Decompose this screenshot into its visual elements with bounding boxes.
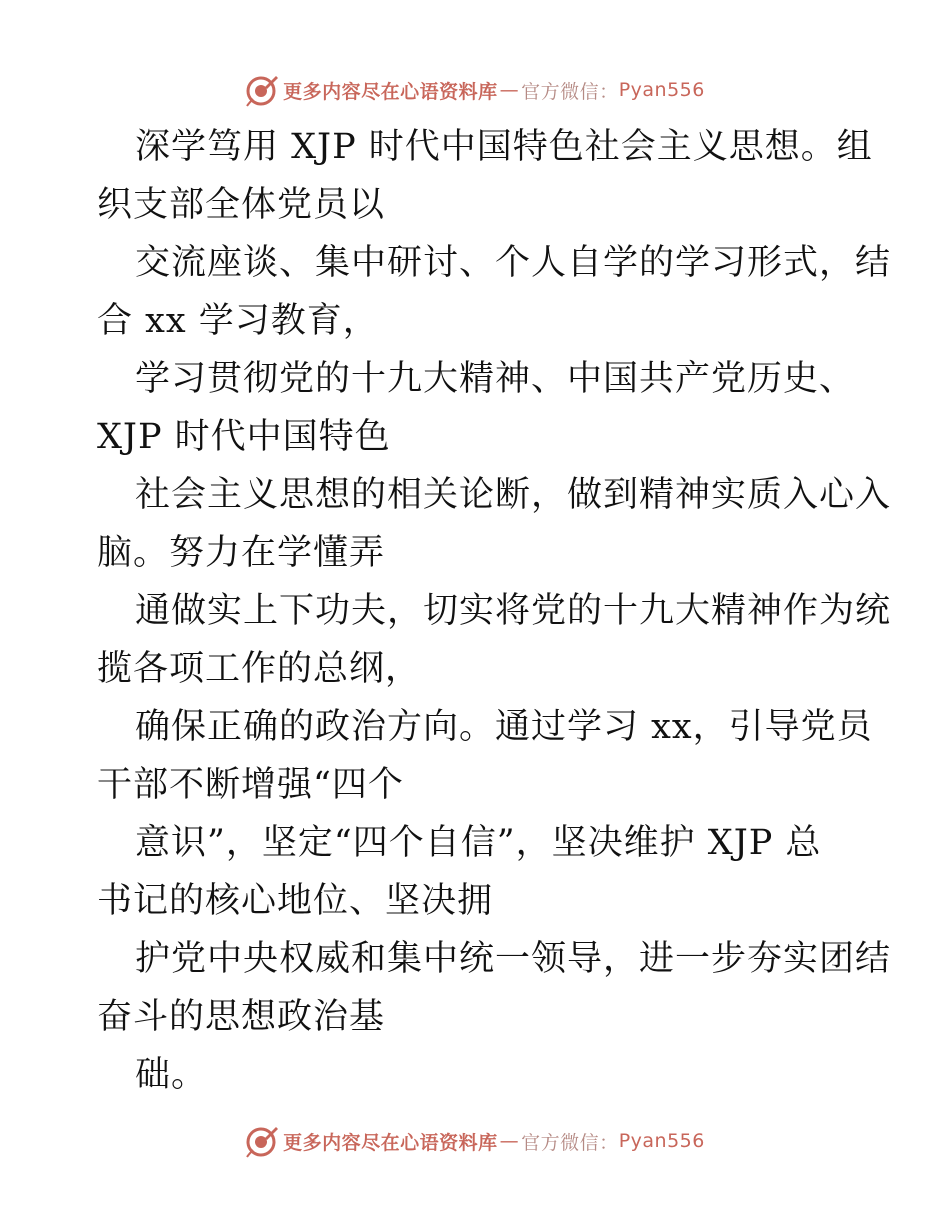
text-line: 社会主义思想的相关论断，做到精神实质入心入 [135,475,892,515]
watermark-separator: — [499,1130,520,1152]
text-line: 交流座谈、集中研讨、个人自学的学习形式，结 [135,243,892,283]
text-line: 护党中央权威和集中统一领导，进一步夯实团结 [135,939,892,979]
watermark-wechat-id: Pyan556 [618,79,705,101]
document-body [97,118,892,1104]
text-line: 揽各项工作的总纲， [97,649,422,689]
watermark-wechat-id: Pyan556 [618,1130,705,1152]
pen-logo-icon [245,1124,279,1158]
watermark-sub-text: 官方微信： [521,1131,619,1154]
text-line: 础。 [135,1055,208,1095]
text-line: 学习贯彻党的十九大精神、中国共产党历史、 [135,359,856,399]
watermark-sub-text: 官方微信： [521,80,619,103]
footer-watermark [0,1121,950,1161]
text-line: 意识”，坚定“四个自信”，坚决维护 XJP 总 [135,823,822,863]
text-line: 干部不断增强“四个 [97,765,404,805]
text-line: XJP 时代中国特色 [97,417,391,457]
text-line: 脑。努力在学懂弄 [97,533,386,573]
text-line: 确保正确的政治方向。通过学习 xx，引导党员 [135,707,873,747]
header-watermark [0,70,950,110]
text-line: 奋斗的思想政治基 [97,997,386,1037]
text-line: 深学笃用 XJP 时代中国特色社会主义思想。组 [135,127,873,167]
text-line: 织支部全体党员以 [97,185,386,225]
watermark-main-text: 更多内容尽在心语资料库 [283,80,498,103]
text-line: 合 xx 学习教育， [97,301,379,341]
pen-logo-icon [245,73,279,107]
watermark-separator: — [499,79,520,101]
text-line: 通做实上下功夫，切实将党的十九大精神作为统 [135,591,892,631]
watermark-main-text: 更多内容尽在心语资料库 [283,1131,498,1154]
text-line: 书记的核心地位、坚决拥 [97,881,494,921]
